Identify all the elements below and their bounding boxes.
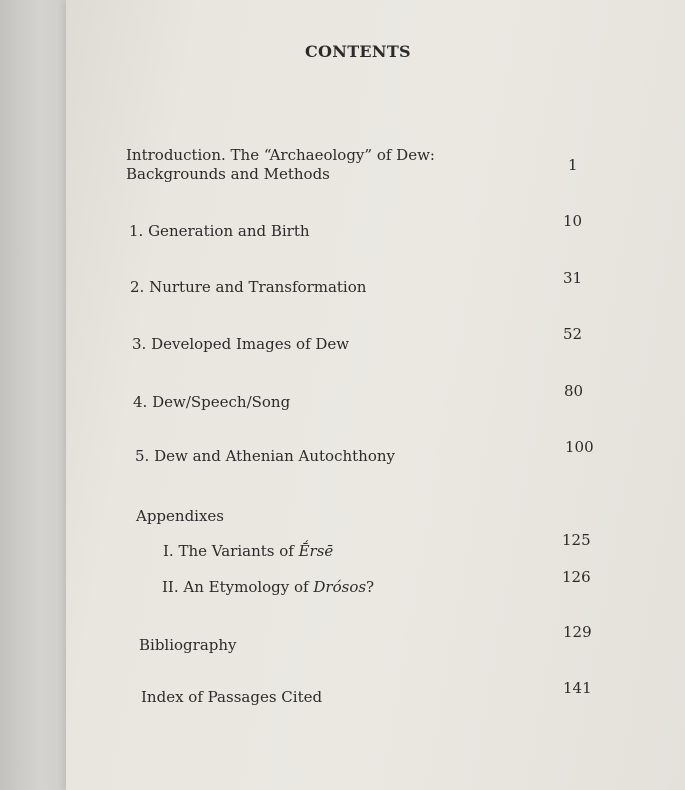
toc-page-number: 80	[564, 382, 584, 400]
toc-entry-appendix-2	[162, 578, 374, 597]
toc-page-number: 1	[568, 156, 578, 174]
toc-entry-introduction-line2: Backgrounds and Methods	[126, 165, 330, 183]
toc-entry-chapter-5: 5. Dew and Athenian Autochthony	[135, 447, 395, 465]
toc-page-number: 126	[562, 568, 591, 586]
toc-page-number: 10	[563, 212, 583, 230]
toc-page-number: 125	[562, 531, 591, 549]
appendix-1-prefix: I. The Variants of	[163, 542, 299, 560]
toc-entry-index: Index of Passages Cited	[141, 688, 323, 706]
appendix-2-suffix: ?	[366, 578, 375, 596]
contents-heading: CONTENTS	[305, 42, 411, 61]
toc-entry-chapter-2: 2. Nurture and Transformation	[130, 278, 367, 296]
appendix-2-italic: Drósos	[313, 578, 367, 596]
toc-entry-chapter-1: 1. Generation and Birth	[129, 222, 310, 240]
toc-appendixes-heading: Appendixes	[136, 507, 225, 525]
toc-entry-chapter-3: 3. Developed Images of Dew	[132, 335, 350, 353]
appendix-1-italic: Ḗrsē	[298, 542, 334, 560]
toc-page-number: 31	[563, 269, 583, 287]
toc-entry-introduction-line1: Introduction. The “Archaeology” of Dew:	[126, 146, 435, 164]
toc-page-number: 100	[565, 438, 594, 456]
toc-entry-bibliography: Bibliography	[139, 636, 237, 654]
toc-page-number: 129	[563, 623, 592, 641]
toc-page-number: 52	[563, 325, 583, 343]
toc-entry-appendix-1	[163, 542, 333, 561]
toc-entry-introduction	[126, 146, 435, 184]
page-edge	[0, 0, 72, 790]
toc-page-number: 141	[563, 679, 592, 697]
toc-entry-chapter-4: 4. Dew/Speech/Song	[133, 393, 291, 411]
appendix-2-prefix: II. An Etymology of	[162, 578, 314, 596]
